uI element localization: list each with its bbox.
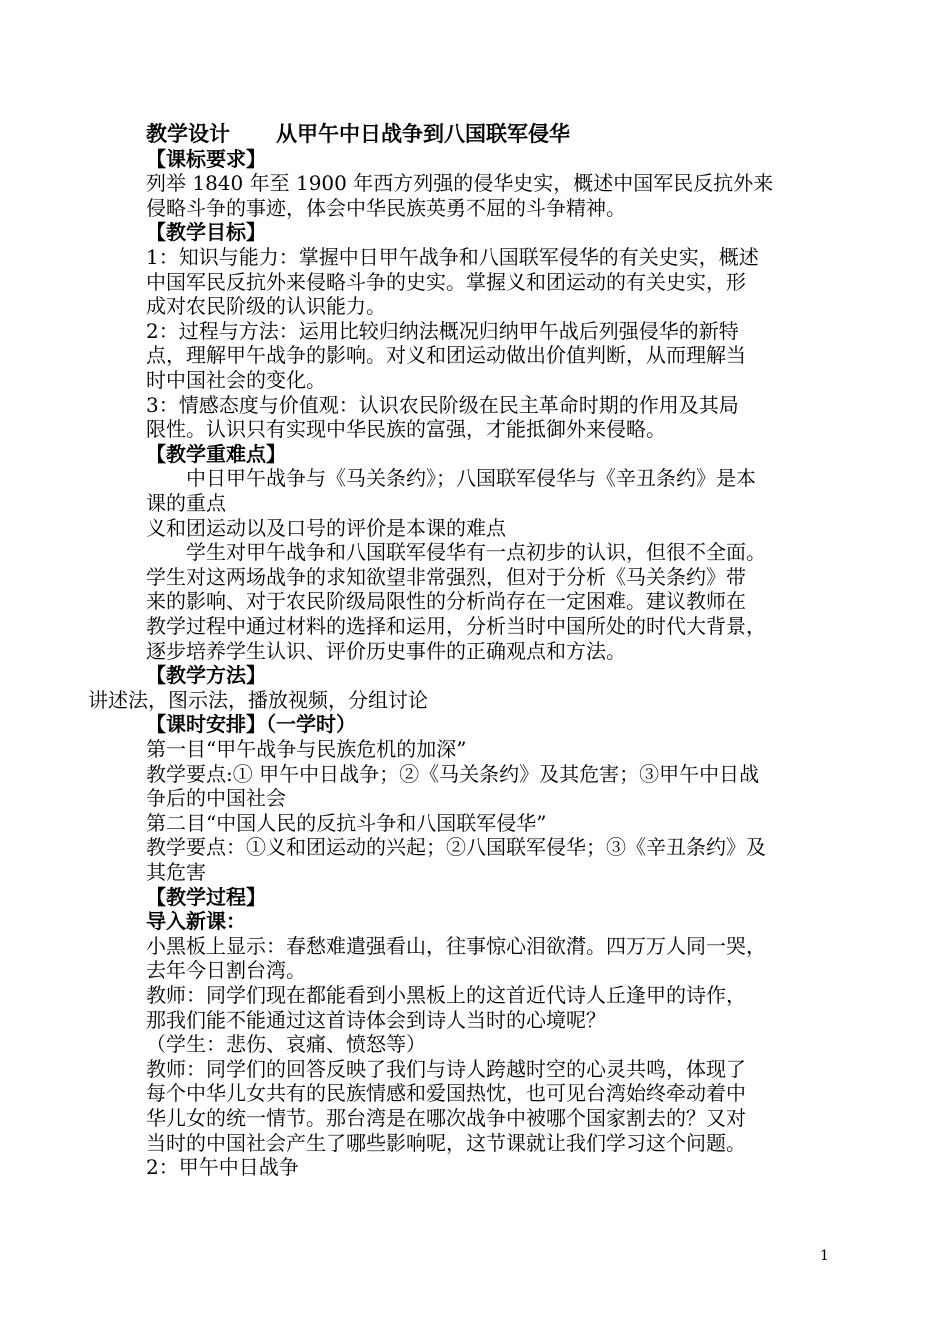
text-line: 教师：同学们的回答反映了我们与诗人跨越时空的心灵共鸣，体现了 [146, 1056, 746, 1081]
page-number: 1 [820, 1248, 829, 1264]
text-line: 学生对甲午战争和八国联军侵华有一点初步的认识，但很不全面。 [186, 540, 766, 565]
text-line: 3：情感态度与价值观：认识农民阶级在民主革命时期的作用及其局 [146, 392, 739, 417]
text-line: 第一目“甲午战争与民族危机的加深” [146, 736, 467, 761]
text-line: 2：过程与方法：运用比较归纳法概况归纳甲午战后列强侵华的新特 [146, 318, 739, 343]
text-line: 讲述法，图示法，播放视频，分组讨论 [88, 687, 428, 712]
text-line: 争后的中国社会 [146, 786, 286, 811]
section-heading: 【教学目标】 [146, 220, 266, 245]
section-heading: 【教学方法】 [146, 663, 266, 688]
text-line: 课的重点 [146, 490, 226, 515]
text-line: （学生：悲伤、哀痛、愤怒等） [146, 1032, 426, 1057]
text-line: 限性。认识只有实现中华民族的富强，才能抵御外来侵略。 [146, 417, 666, 442]
title-left: 教学设计 [146, 121, 230, 146]
text-line: 成对农民阶级的认识能力。 [146, 294, 386, 319]
section-heading: 【教学过程】 [146, 884, 266, 909]
text-line: 每个中华儿女共有的民族情感和爱国热忱，也可见台湾始终牵动着中 [146, 1081, 746, 1106]
document-title [146, 122, 570, 147]
text-line: 侵略斗争的事迹，体会中华民族英勇不屈的斗争精神。 [146, 195, 626, 220]
text-line: 学生对这两场战争的求知欲望非常强烈，但对于分析《马关条约》带 [146, 564, 746, 589]
text-line: 教学要点：①义和团运动的兴起；②八国联军侵华；③《辛丑条约》及 [146, 835, 766, 860]
section-heading: 【课标要求】 [146, 146, 266, 171]
text-line: 时中国社会的变化。 [146, 367, 326, 392]
text-line: 教学要点:① 甲午中日战争；②《马关条约》及其危害；③甲午中日战 [146, 761, 760, 786]
text-line: 点，理解甲午战争的影响。对义和团运动做出价值判断，从而理解当 [146, 343, 746, 368]
text-line: 义和团运动以及口号的评价是本课的难点 [146, 515, 506, 540]
text-line: 小黑板上显示：春愁难遣强看山，往事惊心泪欲潸。四万万人同一哭， [146, 933, 766, 958]
text-line: 中国军民反抗外来侵略斗争的史实。掌握义和团运动的有关史实，形 [146, 269, 746, 294]
text-line: 其危害 [146, 859, 206, 884]
section-heading: 导入新课： [146, 909, 246, 934]
text-line: 来的影响、对于农民阶级局限性的分析尚存在一定困难。建议教师在 [146, 589, 746, 614]
text-line: 当时的中国社会产生了哪些影响呢，这节课就让我们学习这个问题。 [146, 1130, 746, 1155]
text-line: 2：甲午中日战争 [146, 1155, 299, 1180]
text-line: 第二目“中国人民的反抗斗争和八国联军侵华” [146, 810, 547, 835]
text-line: 1：知识与能力：掌握中日甲午战争和八国联军侵华的有关史实，概述 [146, 244, 759, 269]
text-line: 中日甲午战争与《马关条约》；八国联军侵华与《辛丑条约》是本 [186, 466, 756, 491]
text-line: 华儿女的统一情节。那台湾是在哪次战争中被哪个国家割去的？又对 [146, 1105, 746, 1130]
text-line: 逐步培养学生认识、评价历史事件的正确观点和方法。 [146, 638, 626, 663]
text-line: 列举 1840 年至 1900 年西方列强的侵华史实，概述中国军民反抗外来 [146, 171, 774, 196]
text-line: 教学过程中通过材料的选择和运用，分析当时中国所处的时代大背景， [146, 613, 766, 638]
section-heading: 【课时安排】（一学时） [146, 712, 356, 737]
title-right: 从甲午中日战争到八国联军侵华 [276, 121, 570, 146]
text-line: 教师：同学们现在都能看到小黑板上的这首近代诗人丘逢甲的诗作， [146, 982, 746, 1007]
section-heading: 【教学重难点】 [146, 441, 286, 466]
text-line: 去年今日割台湾。 [146, 958, 306, 983]
text-line: 那我们能不能通过这首诗体会到诗人当时的心境呢？ [146, 1007, 606, 1032]
